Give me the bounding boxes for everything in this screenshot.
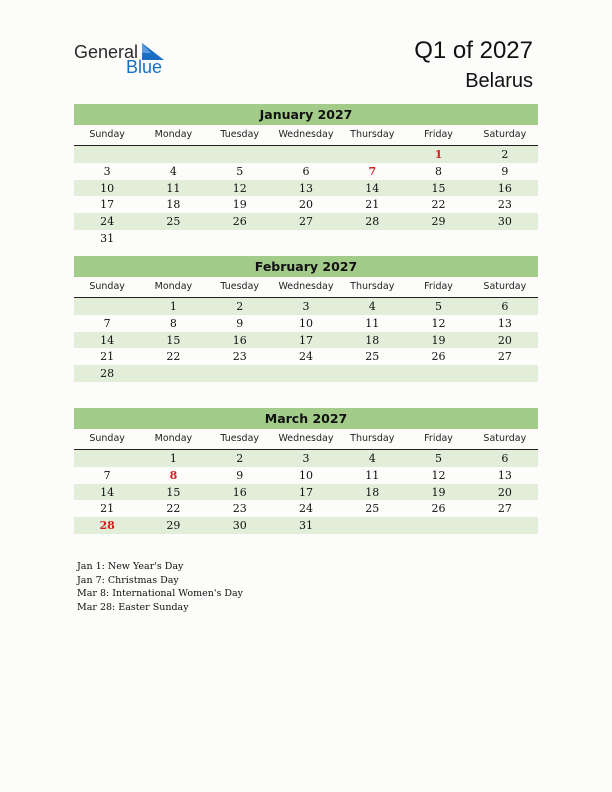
day-cell: 21: [100, 350, 115, 364]
month-january: [74, 104, 538, 247]
day-cell: 8: [169, 316, 177, 330]
week-row: [74, 450, 538, 467]
day-cell: 3: [103, 164, 111, 178]
day-cell: 20: [497, 485, 512, 499]
day-cell: 9: [236, 468, 244, 482]
empty-day-cell: [273, 146, 339, 163]
day-cell: 7: [103, 468, 111, 482]
day-cell: 26: [431, 502, 446, 516]
day-cell: 15: [166, 485, 181, 499]
empty-day-cell: [339, 365, 405, 382]
weekday-label: Wednesday: [278, 281, 334, 292]
day-cell: 22: [166, 502, 181, 516]
weekday-header: [74, 128, 538, 146]
weekday-label: Thursday: [350, 433, 395, 444]
day-cell: 29: [166, 519, 181, 533]
day-cell: 4: [368, 452, 376, 465]
day-cell: 10: [100, 181, 115, 195]
day-cell: 13: [497, 468, 512, 482]
day-cell: 24: [298, 502, 313, 516]
day-cell: 12: [232, 181, 247, 195]
day-cell: 9: [236, 316, 244, 330]
day-cell: 19: [431, 485, 446, 499]
empty-day-cell: [339, 230, 405, 247]
day-cell: 27: [298, 215, 313, 229]
day-cell: 13: [497, 316, 512, 330]
week-row: [74, 230, 538, 247]
day-cell: 31: [298, 519, 313, 533]
weekday-label: Thursday: [350, 129, 395, 140]
day-cell: 12: [431, 468, 446, 482]
weekday-header: [74, 432, 538, 450]
empty-day-cell: [140, 146, 206, 163]
day-cell: 8: [169, 468, 178, 482]
weekday-label: Saturday: [483, 129, 527, 140]
empty-day-cell: [207, 365, 273, 382]
empty-day-cell: [74, 298, 140, 315]
day-cell: 5: [435, 452, 443, 465]
day-cell: 10: [298, 316, 313, 330]
day-cell: 28: [99, 519, 115, 533]
week-row: [74, 213, 538, 230]
weekday-label: Friday: [424, 129, 453, 140]
weekday-label: Wednesday: [278, 433, 334, 444]
day-cell: 28: [100, 367, 115, 381]
day-cell: 17: [298, 485, 313, 499]
day-cell: 3: [302, 452, 310, 465]
holiday-note: Jan 1: New Year's Day: [77, 561, 184, 572]
week-row: [74, 196, 538, 213]
empty-day-cell: [405, 517, 471, 534]
day-cell: 2: [236, 300, 244, 313]
day-cell: 6: [501, 452, 509, 465]
weekday-header: [74, 280, 538, 298]
day-cell: 18: [365, 485, 380, 499]
weekday-label: Monday: [154, 281, 193, 292]
empty-day-cell: [273, 365, 339, 382]
week-row: [74, 146, 538, 163]
day-cell: 4: [368, 300, 376, 313]
weekday-label: Saturday: [483, 281, 527, 292]
holiday-notes: [77, 560, 243, 614]
day-cell: 20: [497, 333, 512, 347]
week-row: [74, 500, 538, 517]
day-cell: 11: [365, 316, 380, 330]
day-cell: 22: [431, 198, 446, 212]
day-cell: 19: [232, 198, 247, 212]
empty-day-cell: [472, 517, 538, 534]
empty-day-cell: [472, 365, 538, 382]
holiday-note: Jan 7: Christmas Day: [77, 574, 179, 586]
week-row: [74, 163, 538, 180]
day-cell: 7: [368, 164, 377, 178]
day-cell: 4: [169, 164, 177, 178]
day-cell: 27: [497, 502, 512, 516]
day-cell: 24: [298, 350, 313, 364]
day-cell: 30: [497, 215, 512, 229]
month-title: February 2027: [74, 256, 538, 277]
day-cell: 26: [431, 350, 446, 364]
empty-day-cell: [207, 230, 273, 247]
day-cell: 13: [298, 181, 313, 195]
holiday-note: Mar 28: Easter Sunday: [77, 601, 189, 613]
week-row: [74, 315, 538, 332]
day-cell: 17: [100, 198, 115, 212]
week-row: [74, 467, 538, 484]
day-cell: 16: [232, 485, 247, 499]
month-february: [74, 256, 538, 382]
empty-day-cell: [74, 450, 140, 467]
weekday-label: Tuesday: [220, 281, 260, 292]
weekday-label: Monday: [154, 129, 193, 140]
day-cell: 11: [365, 468, 380, 482]
weekday-label: Sunday: [89, 433, 125, 444]
day-cell: 7: [103, 316, 111, 330]
week-row: [74, 517, 538, 534]
day-cell: 23: [232, 502, 247, 516]
day-cell: 25: [365, 502, 380, 516]
day-cell: 21: [100, 502, 115, 516]
empty-day-cell: [405, 365, 471, 382]
week-row: [74, 180, 538, 197]
day-cell: 25: [365, 350, 380, 364]
generalblue-logo: [74, 42, 184, 78]
weekday-label: Tuesday: [220, 129, 260, 140]
weekday-label: Saturday: [483, 433, 527, 444]
weekday-label: Monday: [154, 433, 193, 444]
month-title: March 2027: [74, 408, 538, 429]
holiday-note: Mar 8: International Women's Day: [77, 588, 244, 599]
empty-day-cell: [207, 146, 273, 163]
day-cell: 15: [431, 181, 446, 195]
page-title: Q1 of 2027: [414, 37, 533, 64]
weekday-label: Wednesday: [278, 129, 334, 140]
day-cell: 14: [100, 485, 115, 499]
day-cell: 15: [166, 333, 181, 347]
day-cell: 23: [497, 198, 512, 212]
weekday-label: Friday: [424, 433, 453, 444]
empty-day-cell: [405, 230, 471, 247]
day-cell: 11: [166, 181, 181, 195]
empty-day-cell: [472, 230, 538, 247]
weekday-label: Thursday: [350, 281, 395, 292]
day-cell: 18: [365, 333, 380, 347]
empty-day-cell: [140, 230, 206, 247]
day-cell: 6: [501, 300, 509, 313]
empty-day-cell: [74, 146, 140, 163]
week-row: [74, 365, 538, 382]
day-cell: 8: [435, 164, 443, 178]
day-cell: 12: [431, 316, 446, 330]
day-cell: 26: [232, 215, 247, 229]
logo-blue-text: Blue: [126, 57, 163, 77]
day-cell: 18: [166, 198, 181, 212]
month-title: January 2027: [74, 104, 538, 125]
empty-day-cell: [339, 517, 405, 534]
day-cell: 23: [232, 350, 247, 364]
empty-day-cell: [273, 230, 339, 247]
weekday-label: Tuesday: [220, 433, 260, 444]
week-row: [74, 484, 538, 501]
empty-day-cell: [140, 365, 206, 382]
day-cell: 30: [232, 519, 247, 533]
day-cell: 27: [497, 350, 512, 364]
day-cell: 22: [166, 350, 181, 364]
day-cell: 19: [431, 333, 446, 347]
day-cell: 2: [501, 148, 509, 161]
day-cell: 6: [302, 164, 310, 178]
day-cell: 24: [100, 215, 115, 229]
day-cell: 21: [365, 198, 380, 212]
week-row: [74, 348, 538, 365]
day-cell: 14: [100, 333, 115, 347]
day-cell: 14: [365, 181, 380, 195]
day-cell: 16: [232, 333, 247, 347]
logo-general-text: General: [74, 42, 139, 62]
day-cell: 25: [166, 215, 181, 229]
day-cell: 1: [434, 148, 443, 161]
month-march: [74, 408, 538, 534]
day-cell: 16: [497, 181, 512, 195]
day-cell: 29: [431, 215, 446, 229]
day-cell: 28: [365, 215, 380, 229]
day-cell: 31: [100, 231, 115, 245]
week-row: [74, 298, 538, 315]
day-cell: 20: [298, 198, 313, 212]
day-cell: 3: [302, 300, 310, 313]
weekday-label: Sunday: [89, 281, 125, 292]
empty-day-cell: [339, 146, 405, 163]
day-cell: 17: [298, 333, 313, 347]
day-cell: 5: [236, 164, 244, 178]
day-cell: 5: [435, 300, 443, 313]
day-cell: 1: [169, 300, 177, 313]
day-cell: 2: [236, 452, 244, 465]
day-cell: 10: [298, 468, 313, 482]
country-name: Belarus: [465, 70, 533, 92]
weekday-label: Sunday: [89, 129, 125, 140]
day-cell: 1: [169, 452, 177, 465]
day-cell: 9: [501, 164, 509, 178]
weekday-label: Friday: [424, 281, 453, 292]
week-row: [74, 332, 538, 349]
